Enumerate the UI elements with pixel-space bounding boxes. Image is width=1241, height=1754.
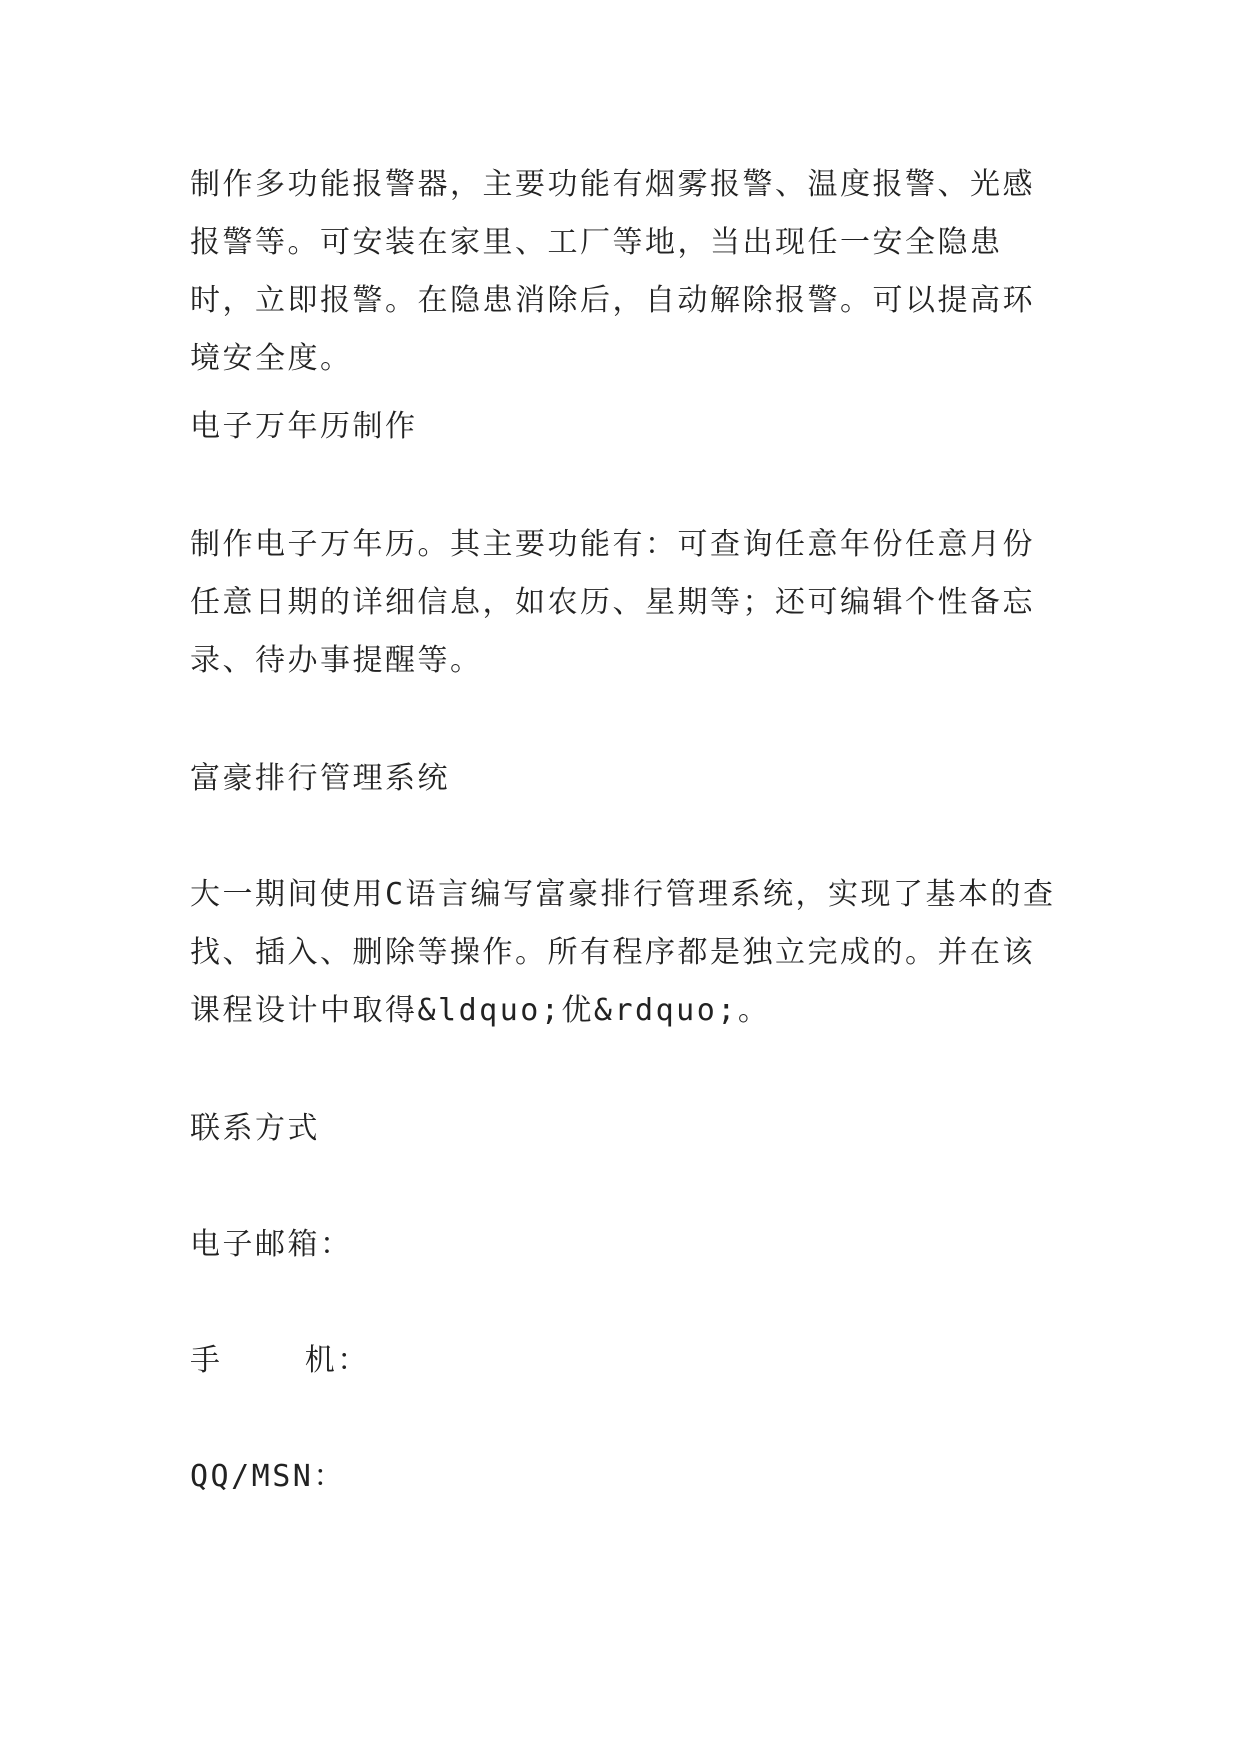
heading-contact: 联系方式: [190, 1111, 320, 1146]
paragraph-alarm: 制作多功能报警器，主要功能有烟雾报警、温度报警、光感报警等。可安装在家里、工厂等地，当出现任一安全隐患时，立即报警。在隐患消除后，自动解除报警。可以提高环境安全度。: [190, 167, 1035, 376]
contact-phone-label: 手 机：: [190, 1343, 370, 1378]
heading-calendar: 电子万年历制作: [190, 409, 418, 444]
contact-qq-label: QQ/MSN：: [190, 1459, 346, 1494]
heading-ranking-system: 富豪排行管理系统: [190, 761, 450, 796]
paragraph-ranking-system: 大一期间使用C语言编写富豪排行管理系统，实现了基本的查找、插入、删除等操作。所有程序都是独立完成的。并在该课程设计中取得&ldquo;优&rdquo;。: [190, 877, 1056, 1028]
contact-email-label: 电子邮箱：: [190, 1227, 353, 1262]
paragraph-calendar: 制作电子万年历。其主要功能有：可查询任意年份任意月份任意日期的详细信息，如农历、星期等；还可编辑个性备忘录、待办事提醒等。: [190, 527, 1035, 678]
